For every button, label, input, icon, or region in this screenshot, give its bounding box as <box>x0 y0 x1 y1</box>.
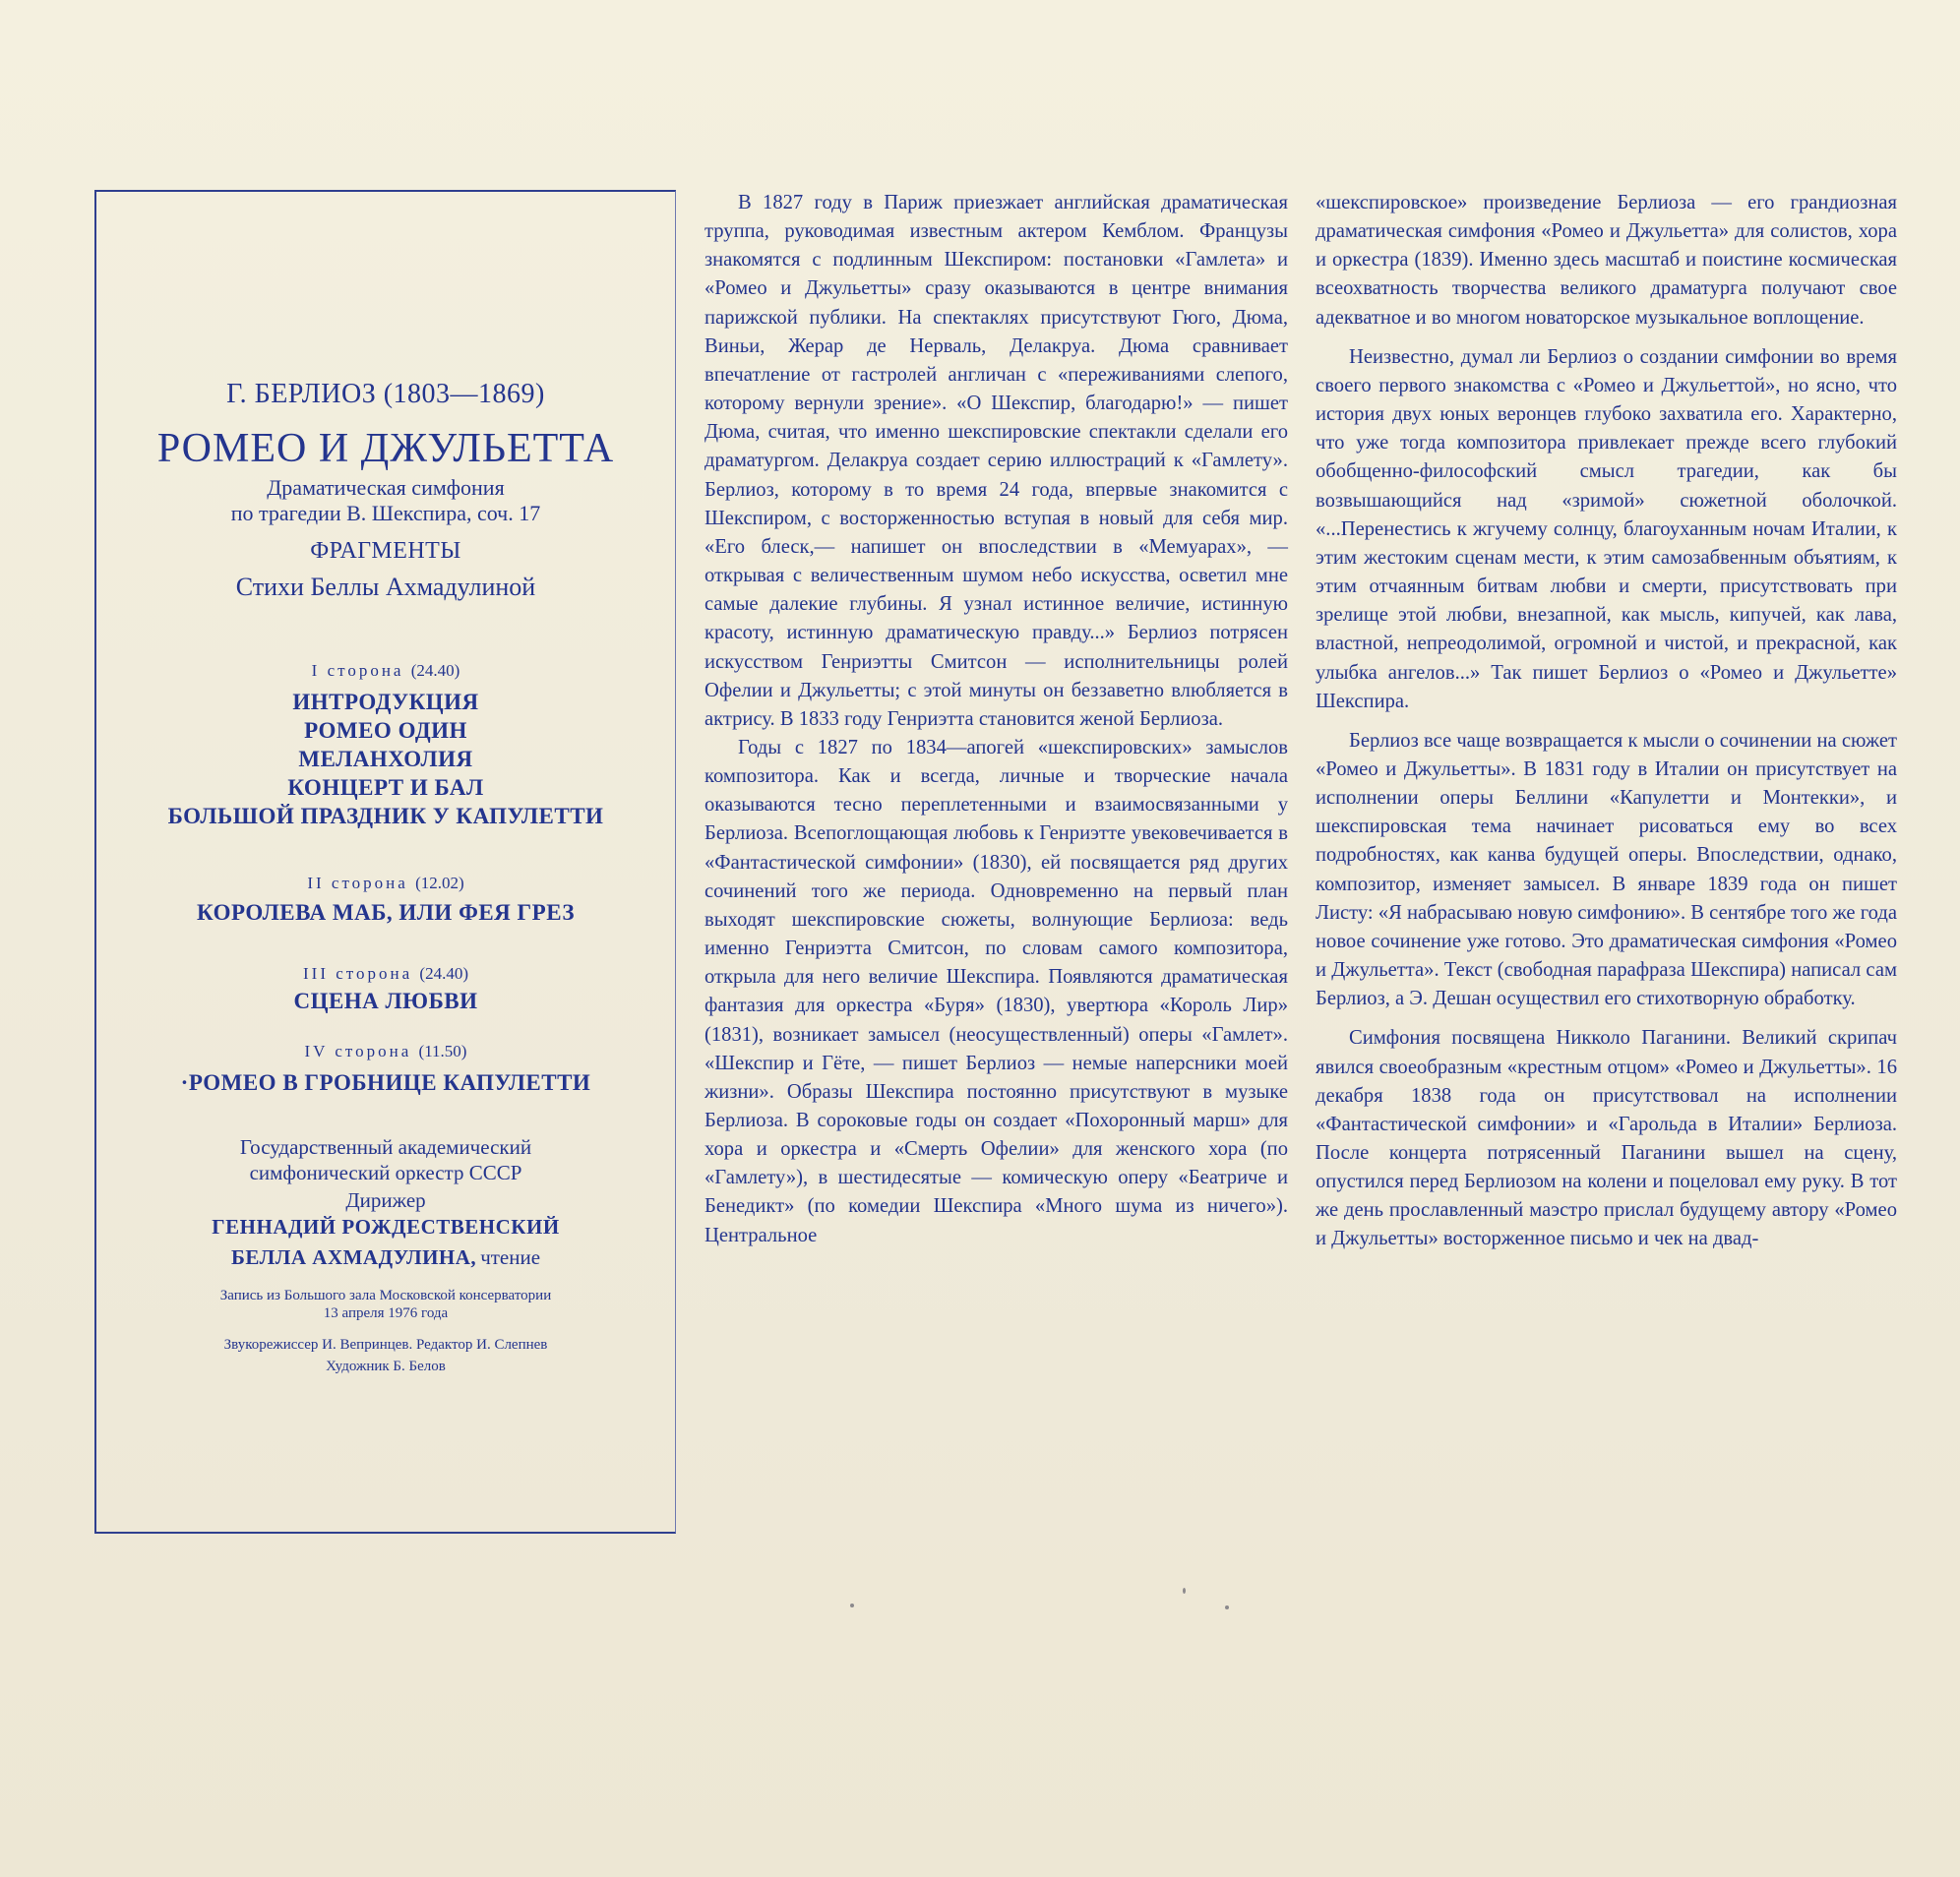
track-title: КОРОЛЕВА МАБ, ИЛИ ФЕЯ ГРЕЗ <box>197 900 575 925</box>
conductor-name: ГЕННАДИЙ РОЖДЕСТВЕНСКИЙ <box>212 1215 560 1239</box>
track-title: МЕЛАНХОЛИЯ <box>298 747 473 771</box>
track-title: ·РОМЕО В ГРОБНИЦЕ КАПУЛЕТТИ <box>180 1070 591 1095</box>
article-paragraph: Годы с 1827 по 1834—апогей «шекспировских» замыслов композитора. Как и всегда, личные и творческие начала оказываются тесно переплетенными и взаимосвязанными у Берлиоза. Всепоглощающая любовь к Генриэтте увековечивается в «Фантастической симфонии» (1830), ей посвящается ряд других сочинений того же периода. Одновременно на первый план выходят шекспировские сюжеты, волнующие Берлиоза: ведь именно Генриэтта Смитсон, по словам самого композитора, открыла для него величие Шекспира. Появляются драматическая фантазия для оркестра «Буря» (1830), увертюра «Король Лир» (1831), возникает замысел (неосуществленный) оперы «Гамлет». «Шекспир и Гёте, — пишет Берлиоз — немые наперсники моей жизни». Образы Шекспира постоянно присутствуют в музыке Берлиоза. В сороковые годы он создает «Похоронный марш» для хора и оркестра и «Смерть Офелии» для женского хора (по «Гамлету»), в шестидесятые — комическую оперу «Беатриче и Бенедикт» (по комедии Шекспира «Много шума из ничего»). Центральное <box>704 736 1288 1246</box>
conductor-label: Дирижер <box>345 1188 426 1212</box>
orchestra-line: Государственный академический <box>239 1135 532 1159</box>
track-title: КОНЦЕРТ И БАЛ <box>287 775 484 800</box>
reader-name: БЕЛЛА АХМАДУЛИНА, <box>230 1245 477 1269</box>
side-duration: (11.50) <box>418 1042 467 1060</box>
reader-role: чтение <box>480 1245 541 1269</box>
article-column-2 <box>704 189 1288 1250</box>
side-label: III сторона <box>303 964 413 983</box>
side-2-heading <box>96 874 675 893</box>
print-speck <box>1183 1588 1186 1594</box>
print-speck <box>1225 1605 1229 1609</box>
side-label: I сторона <box>311 661 404 680</box>
side-label: IV сторона <box>304 1042 412 1060</box>
side-1-heading <box>96 661 675 681</box>
track-title: БОЛЬШОЙ ПРАЗДНИК У КАПУЛЕТТИ <box>167 804 604 828</box>
track-title: ИНТРОДУКЦИЯ <box>292 690 479 714</box>
article-column-3 <box>1316 189 1897 1254</box>
side-label: II сторона <box>307 874 408 892</box>
side-4-heading <box>96 1042 675 1061</box>
staff-line: Художник Б. Белов <box>326 1359 446 1374</box>
article-paragraph: Неизвестно, думал ли Берлиоз о создании симфонии во время своего первого знакомства с «Ромео и Джульеттой», но ясно, что история двух юных веронцев глубоко захватила его. Характерно, что уже тогда композитора привлекает прежде всего глубокий обобщенно-философский смысл трагедии, как бы возвышающийся над «зримой» сюжетной оболочкой. «...Перенестись к жгучему солнцу, благоуханным ночам Италии, к этим жестоким сценам мести, к этим самозабвенным объятиям, к этим отчаянным битвам любви и смерти, присутствовать при зрелище этой любви, внезапной, как мысль, кипучей, как лава, властной, непреодолимой, огромной и чистой, и прекрасной, как улыбка ангелов...» Так пишет Берлиоз о «Ромео и Джульетте» Шекспира. <box>1316 345 1897 712</box>
poems-credit: Стихи Беллы Ахмадулиной <box>235 573 536 601</box>
orchestra-line: симфонический оркестр СССР <box>249 1161 522 1184</box>
subtitle <box>96 475 675 526</box>
side-duration: (24.40) <box>419 964 468 983</box>
article-paragraph: В 1827 году в Париж приезжает английская драматическая труппа, руководимая известным актером Кемблом. Французы знакомятся с подлинным Шекспиром: постановки «Гамлета» и «Ромео и Джульетты» сразу оказываются в центре внимания парижской публики. На спектаклях присутствуют Гюго, Дюма, Виньи, Жерар де Нерваль, Делакруа. Дюма сравнивает впечатление от гастролей англичан с «переживаниями слепого, которому вернули зрение». «О Шекспир, благодарю!» — пишет Дюма, считая, что именно шекспировские спектакли сделали его драматургом. Делакруа создает серию иллюстраций к «Гамлету». Берлиоз, которому в то время 24 года, впервые знакомится с Шекспиром, с восторженностью вступая в новый для себя мир. «Его блеск,— напишет он впоследствии в «Мемуарах», — открывая с величественным шумом небо искусства, осветил мне самые далекие глубины. Я узнал истинное величие, истинную красоту, истинную драматическую правду...» Берлиоз потрясен искусством Генриэтты Смитсон — исполнительницы ролей Офелии и Джульетты; с этой минуты он беззаветно влюбляется в актрису. В 1833 году Генриэтта становится женой Берлиоза. <box>704 192 1288 730</box>
credits-box <box>94 190 676 1534</box>
subtitle-line: Драматическая симфония <box>267 475 505 500</box>
side-3-heading <box>96 964 675 984</box>
fragments-heading: ФРАГМЕНТЫ <box>310 538 461 564</box>
staff-line: Звукорежиссер И. Вепринцев. Редактор И. Слепнев <box>223 1337 548 1353</box>
article-paragraph: Берлиоз все чаще возвращается к мысли о сочинении на сюжет «Ромео и Джульетты». В 1831 году в Италии он присутствует на исполнении оперы Беллини «Капулетти и Монтекки», и шекспировская тема начинает рисоваться ему во всех подробностях, как канва будущей оперы. Впоследствии, однако, композитор, изменяет замысел. В январе 1839 года он пишет Листу: «Я набрасываю новую симфонию». В сентябре того же года новое сочинение уже готово. Это драматическая симфония «Ромео и Джульетта». Текст (свободная парафраза Шекспира) написал сам Берлиоз, а Э. Дешан осуществил его стихотворную обработку. <box>1316 729 1897 1010</box>
composer-line: Г. БЕРЛИОЗ (1803—1869) <box>226 379 545 409</box>
side-duration: (12.02) <box>415 874 464 892</box>
recording-line: Запись из Большого зала Московской консерватории <box>219 1288 552 1303</box>
article-paragraph: «шекспировское» произведение Берлиоза — его грандиозная драматическая симфония «Ромео и Джульетта» для солистов, хора и оркестра (1839). Именно здесь масштаб и поистине космическая всеохватность творчества великого драматурга получают свое адекватное и во многом новаторское музыкальное воплощение. <box>1316 192 1897 329</box>
work-title: РОМЕО И ДЖУЛЬЕТТА <box>156 426 615 471</box>
track-title: РОМЕО ОДИН <box>304 718 467 743</box>
reader-credit <box>96 1244 675 1270</box>
side-duration: (24.40) <box>410 661 460 680</box>
print-speck <box>850 1604 854 1607</box>
subtitle-line: по трагедии В. Шекспира, соч. 17 <box>230 501 541 525</box>
article-paragraph: Симфония посвящена Никколо Паганини. Великий скрипач явился своеобразным «крестным отцом» «Ромео и Джульетты». 16 декабря 1838 года он присутствовал на исполнении «Фантастической симфонии» и «Гарольда в Италии» Берлиоза. После концерта потрясенный Паганини вышел на сцену, опустился перед Берлиозом на колени и поцеловал ему руку. В тот же день прославленный маэстро прислал будущему автору «Ромео и Джульетты» восторженное письмо и чек на двад- <box>1316 1027 1897 1250</box>
recording-date: 13 апреля 1976 года <box>323 1305 449 1321</box>
track-title: СЦЕНА ЛЮБВИ <box>293 989 478 1013</box>
